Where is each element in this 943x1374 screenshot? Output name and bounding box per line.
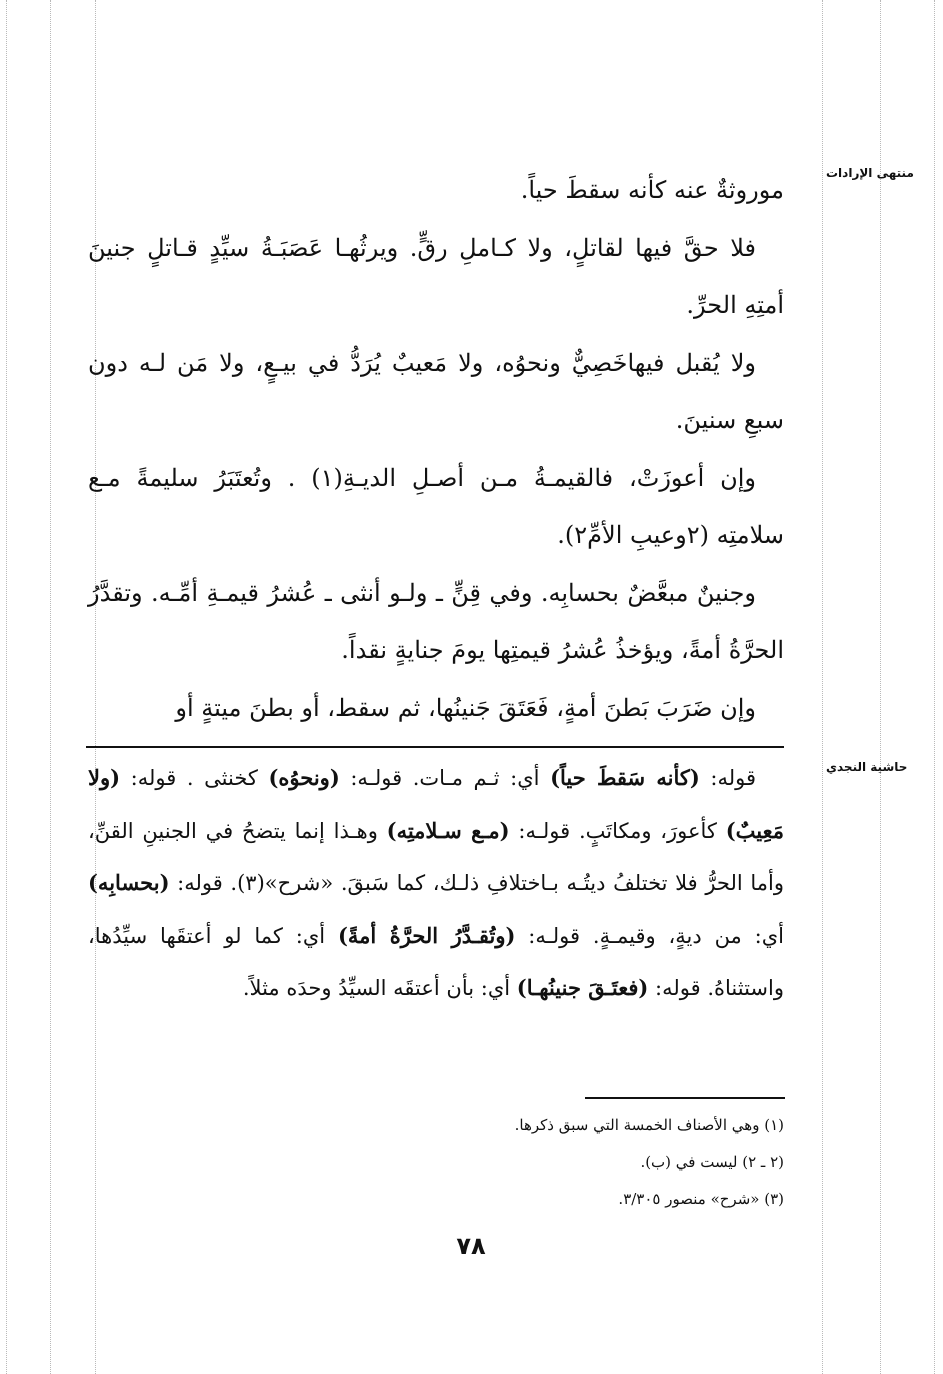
commentary-text-run: أي: كما لو أعتقَها سيِّدُها، واستثناهُ. قوله: bbox=[88, 923, 784, 1000]
main-paragraph: ولا يُقبل فيهاخَصِيٌّ ونحوُه، ولا مَعيبٌ يُرَدُّ في بيـعٍ، ولا مَن لـه دون سبعِ سنينَ. bbox=[88, 348, 784, 434]
guide-line bbox=[50, 0, 51, 1374]
commentary-text-run: أي: ثـم مـات. قولـه: bbox=[339, 766, 551, 790]
quoted-phrase: (ونحوُه) bbox=[268, 765, 340, 790]
guide-line bbox=[934, 0, 935, 1374]
footnote: (٣) «شرح» منصور ٣/٣٠٥. bbox=[618, 1190, 784, 1208]
commentary-text bbox=[88, 752, 784, 1015]
commentary-label: حاشية النجدي bbox=[826, 760, 908, 774]
guide-line bbox=[822, 0, 823, 1374]
commentary-text-run: كأعورَ، ومكاتَبٍ. قولـه: bbox=[509, 818, 726, 843]
commentary-text-run: قوله: bbox=[699, 766, 757, 790]
main-paragraph: موروثةٌ عنه كأنه سقطَ حياً. bbox=[520, 176, 784, 204]
commentary-text-run: وهـذا إنما يتضحُ في الجنينِ القنِّ، وأما الحرُّ فلا تختلفُ ديتُـه بـاختلافِ ذلـك، كما سَبقَ. «شرح»(٣). قوله: bbox=[88, 818, 784, 895]
quoted-phrase: (فعتَـقَ جنينُهـا) bbox=[516, 975, 649, 1000]
guide-line bbox=[880, 0, 881, 1374]
commentary-paragraph bbox=[88, 752, 784, 1015]
footnote-rule bbox=[585, 1097, 785, 1099]
header-label: منتهى الإرادات bbox=[826, 166, 914, 180]
commentary-text-run: كخنثى . قوله: bbox=[120, 766, 269, 790]
divider-rule bbox=[86, 746, 784, 748]
commentary-text-run: أي: من ديةٍ، وقيمـةٍ. قولـه: bbox=[515, 923, 784, 948]
page-number: ٧٨ bbox=[456, 1232, 486, 1260]
quoted-phrase: (ولا مَعِيبٌ) bbox=[88, 765, 784, 843]
quoted-phrase: (وتُقـدَّرُ الحرَّةُ أمةً) bbox=[337, 922, 516, 948]
commentary-text-run: أي: بأن أعتقَه السيِّدُ وحدَه مثلاً. bbox=[242, 976, 517, 1000]
quoted-phrase: (مـع سـلامتِه) bbox=[386, 817, 510, 843]
footnote: (١) وهي الأصناف الخمسة التي سبق ذكرها. bbox=[514, 1116, 784, 1134]
main-paragraph: فلا حقَّ فيها لقاتلٍ، ولا كـاملِ رقٍّ. ويرثُهـا عَصَبَـةُ سيِّدٍ قـاتلٍ جنينَ أمتِهِ الحرِّ. bbox=[88, 233, 784, 319]
main-paragraph: وإن ضَرَبَ بَطنَ أمةٍ، فَعَتَقَ جَنينُها، ثم سقط، أو بطنَ ميتةٍ أو bbox=[175, 693, 756, 722]
main-text bbox=[88, 162, 784, 737]
quoted-phrase: (بحسابِه) bbox=[88, 870, 170, 895]
footnotes bbox=[300, 1107, 784, 1218]
main-paragraph: وإن أعوزَتْ، فالقيمـةُ مـن أصـلِ الديـةِ(١) . وتُعتَبَرُ سليمةً مـع سلامتِه (٢وعيبِ الأمِّ٢). bbox=[88, 463, 784, 549]
main-paragraph: وجنينٌ مبعَّضٌ بحسابِه. وفي قِنٍّ ـ ولـو أنثى ـ عُشرُ قيمـةِ أمِّـه. وتقدَّرُ الحرَّةُ أمةً، ويؤخذُ عُشرُ قيمتِها يومَ جنايةٍ نقداً. bbox=[88, 578, 784, 664]
guide-line bbox=[6, 0, 7, 1374]
footnote: (٢ ـ ٢) ليست في (ب). bbox=[640, 1153, 784, 1171]
quoted-phrase: (كأنه سَقطَ حياً) bbox=[550, 765, 700, 790]
